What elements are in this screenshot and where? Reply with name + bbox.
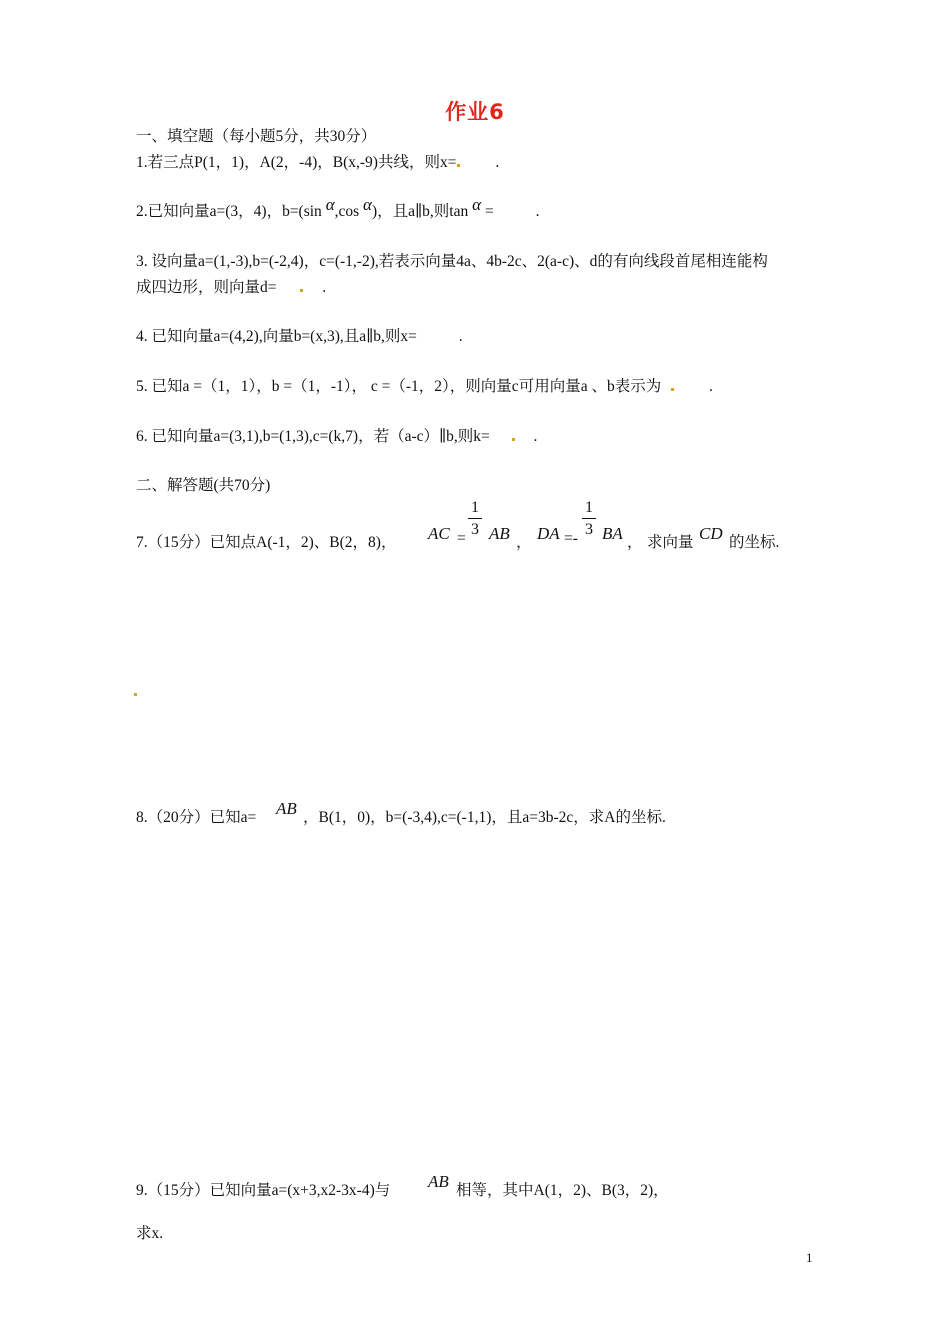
vector-da: DA	[537, 524, 560, 543]
question-8-text-b: ，B(1，0)，b=(-3,4),c=(-1,1)，且a=3b-2c，求A的坐标.	[303, 809, 666, 826]
edit-mark	[671, 388, 674, 391]
fraction-numerator: 1	[468, 500, 482, 519]
edit-mark	[512, 438, 515, 441]
question-4-blank-end: .	[458, 328, 463, 345]
edit-mark	[300, 289, 303, 292]
question-4	[136, 324, 463, 346]
edit-mark	[134, 693, 137, 696]
question-2	[136, 195, 540, 221]
question-2-blank-end: .	[535, 203, 540, 220]
page-number: 1	[806, 1250, 813, 1265]
vector-ab: AB	[276, 799, 297, 818]
fraction-numerator: 1	[582, 500, 596, 519]
question-1-blank-end: .	[495, 154, 500, 171]
question-6	[136, 424, 537, 446]
question-8-text-a: 8.（20分）已知a=	[136, 809, 257, 826]
fraction-one-third	[468, 500, 482, 538]
section-heading-problems: 二、解答题(共70分)	[136, 477, 271, 494]
page-title: 作业6	[445, 100, 505, 124]
question-2-text-d: =	[484, 203, 494, 220]
vector-ab: AB	[428, 1172, 449, 1191]
question-6-blank-end: .	[533, 428, 538, 445]
alpha-symbol: α	[325, 195, 335, 214]
question-9-text-b: 相等，其中A(1，2)、B(3，2)，	[456, 1182, 669, 1199]
question-3-blank-end: .	[322, 279, 327, 296]
question-2-text-c: )，且a∥b,则tan	[371, 203, 469, 220]
comma: ，	[516, 534, 532, 551]
alpha-symbol: α	[472, 195, 482, 214]
question-9-line-2: 求x.	[136, 1225, 164, 1242]
comma: ，	[627, 534, 643, 551]
question-1	[136, 150, 499, 172]
question-3-text: 成四边形，则向量d=	[136, 279, 277, 296]
question-7-text-b: 求向量	[647, 534, 694, 551]
alpha-symbol: α	[363, 195, 372, 214]
question-2-text-a: 2.已知向量a=(3，4)，b=(sin	[136, 203, 322, 220]
question-2-text-b: ,cos	[334, 203, 360, 220]
question-3-line-1: 3. 设向量a=(1,-3),b=(-2,4)，c=(-1,-2),若表示向量4a、4b-2c、2(a-c)、d的有向线段首尾相连能构	[136, 253, 768, 270]
question-3-line-2	[136, 275, 326, 297]
equals-sign: =	[457, 530, 466, 547]
question-5-blank-end: .	[708, 378, 713, 395]
question-9-text-a: 9.（15分）已知向量a=(x+3,x2-3x-4)与	[136, 1182, 391, 1199]
question-4-text: 4. 已知向量a=(4,2),向量b=(x,3),且a∥b,则x=	[136, 328, 417, 345]
question-7-text-a: 7.（15分）已知点A(-1，2)、B(2，8)，	[136, 534, 397, 551]
vector-ab: AB	[489, 524, 510, 543]
question-5	[136, 374, 713, 396]
question-5-text: 5. 已知a =（1，1），b =（1，-1）， c =（-1，2），则向量c可用向量a 、b表示为	[136, 378, 662, 395]
question-1-text: 1.若三点P(1，1)，A(2，-4)，B(x,-9)共线，则x=	[136, 154, 457, 171]
fraction-denominator: 3	[471, 521, 479, 538]
equals-minus-sign: =-	[564, 530, 578, 547]
section-heading-fill-in: 一、填空题（每小题5分，共30分）	[136, 128, 377, 145]
vector-ac: AC	[428, 524, 450, 543]
question-6-text: 6. 已知向量a=(3,1),b=(1,3),c=(k,7)，若（a-c）∥b,则k=	[136, 428, 490, 445]
vector-cd: CD	[699, 524, 723, 543]
fraction-denominator: 3	[585, 521, 593, 538]
fraction-one-third	[582, 500, 596, 538]
vector-ba: BA	[602, 524, 623, 543]
edit-mark	[457, 164, 460, 167]
question-7-text-c: 的坐标.	[729, 534, 780, 551]
